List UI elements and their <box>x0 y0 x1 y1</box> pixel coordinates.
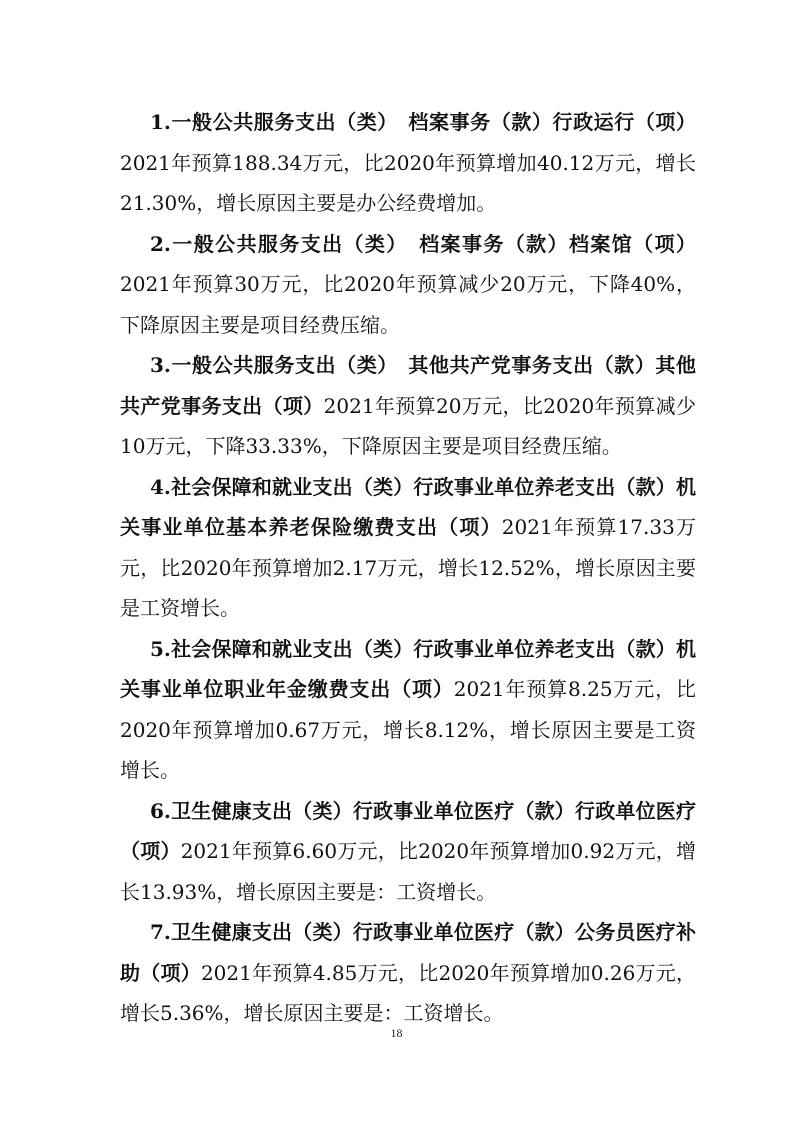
item-body: 2021年预算17.33万元，比2020年预算增加2.17万元，增长12.52%，增长原因主要是工资增长。 <box>120 515 697 620</box>
list-item <box>120 102 696 224</box>
item-body: 2021年预算188.34万元，比2020年预算增加40.12万元，增长21.30%，增长原因主要是办公经费增加。 <box>120 150 696 215</box>
budget-explanation-list <box>120 102 696 1034</box>
item-heading: 7.卫生健康支出（类）行政事业单位医疗（款）公务员医疗补助（项） <box>120 920 696 985</box>
item-body: 2021年预算6.60万元，比2020年预算增加0.92万元，增长13.93%，增长原因主要是：工资增长。 <box>120 839 697 904</box>
item-heading: 5.社会保障和就业支出（类）行政事业单位养老支出（款）机关事业单位职业年金缴费支出（项） <box>120 636 696 701</box>
item-heading: 3.一般公共服务支出（类） 其他共产党事务支出（款）其他共产党事务支出（项） <box>120 353 696 418</box>
item-body: 2021年预算30万元，比2020年预算减少20万元，下降40%，下降原因主要是项目经费压缩。 <box>120 272 696 337</box>
item-body: 2021年预算20万元，比2020年预算减少10万元，下降33.33%，下降原因主要是项目经费压缩。 <box>120 393 697 458</box>
item-heading: 6.卫生健康支出（类）行政事业单位医疗（款）行政单位医疗（项） <box>120 798 696 863</box>
list-item <box>120 912 696 1034</box>
item-heading: 2.一般公共服务支出（类） 档案事务（款）档案馆（项） <box>150 231 696 256</box>
item-heading: 1.一般公共服务支出（类） 档案事务（款）行政运行（项） <box>150 110 696 134</box>
page-number: 18 <box>390 1026 403 1040</box>
list-item <box>120 629 696 791</box>
list-item <box>120 791 696 913</box>
list-item <box>120 467 696 629</box>
list-item <box>120 345 696 467</box>
item-body: 2021年预算8.25万元，比2020年预算增加0.67万元，增长8.12%，增长原因主要是工资增长。 <box>120 677 697 782</box>
item-body: 2021年预算4.85万元，比2020年预算增加0.26万元，增长5.36%，增长原因主要是：工资增长。 <box>120 960 697 1025</box>
item-heading: 4.社会保障和就业支出（类）行政事业单位养老支出（款）机关事业单位基本养老保险缴费支出（项） <box>120 474 696 539</box>
list-item <box>120 224 696 346</box>
